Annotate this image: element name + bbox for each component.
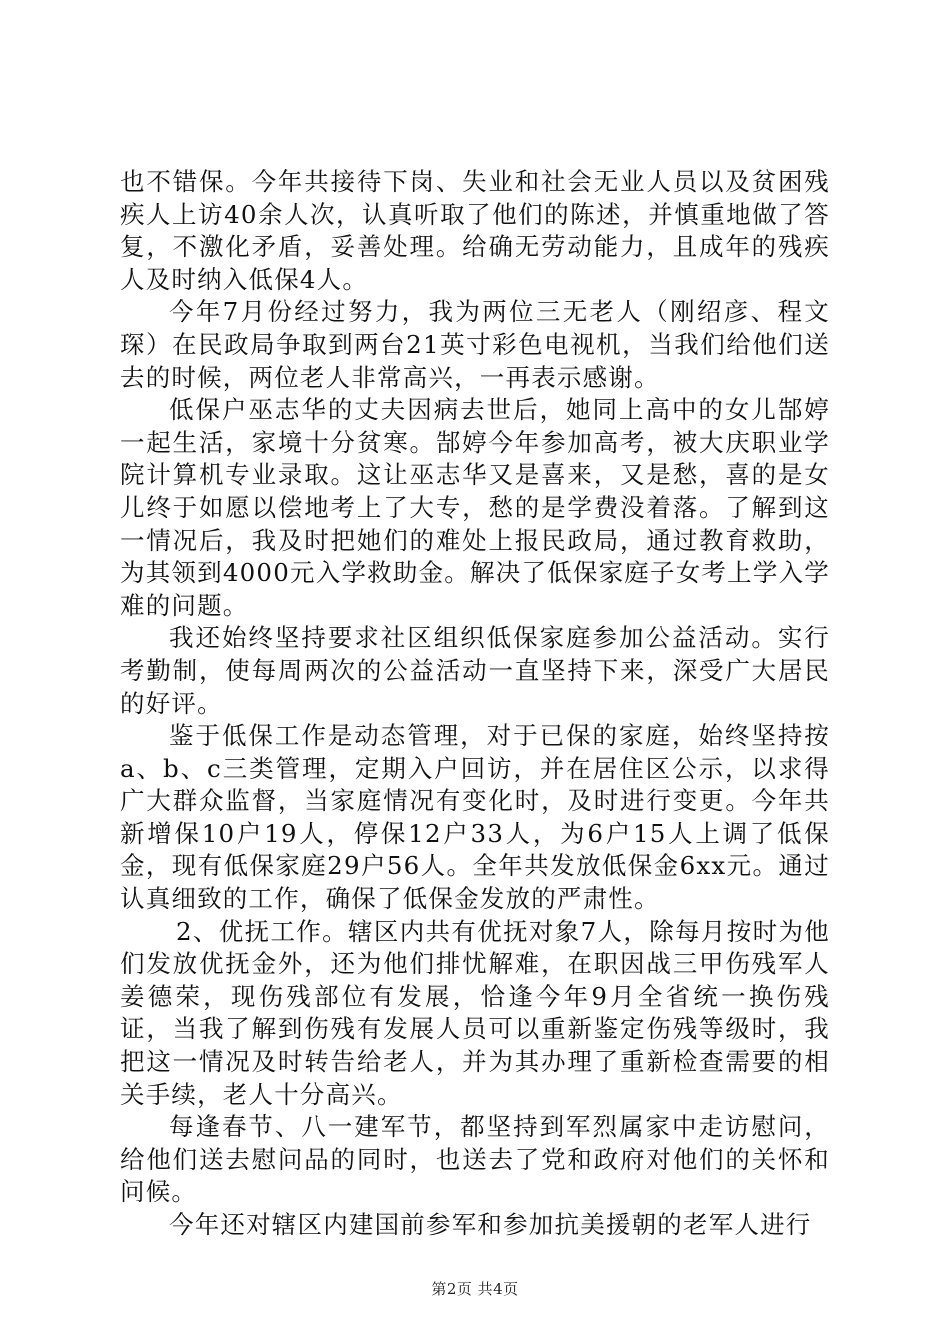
paragraph-7: 每逢春节、八一建军节，都坚持到军烈属家中走访慰问，给他们送去慰问品的同时，也送去了党和政府对他们的关怀和问候。 [120, 1112, 830, 1207]
paragraph-2: 今年7月份经过努力，我为两位三无老人（刚绍彦、程文琛）在民政局争取到两台21英寸彩色电视机，当我们给他们送去的时候，两位老人非常高兴，一再表示感谢。 [120, 297, 830, 392]
paragraph-8: 今年还对辖区内建国前参军和参加抗美援朝的老军人进行 [169, 1210, 812, 1239]
paragraph-3: 低保户巫志华的丈夫因病去世后，她同上高中的女儿郜婷一起生活，家境十分贫寒。郜婷今年参加高考，被大庆职业学院计算机专业录取。这让巫志华又是喜来，又是愁，喜的是女儿终于如愿以偿地考上了大专，愁的是学费没着落。了解到这一情况后，我及时把她们的难处上报民政局，通过教育救助，为其领到4000元入学救助金。解决了低保家庭子女考上学入学难的问题。 [120, 395, 830, 620]
paragraph-1: 也不错保。今年共接待下岗、失业和社会无业人员以及贫困残疾人上访40余人次，认真听取了他们的陈述，并慎重地做了答复，不激化矛盾，妥善处理。给确无劳动能力，且成年的残疾人及时纳入低保4人。 [120, 167, 830, 294]
page-number-footer: 第2页 共4页 [431, 1280, 519, 1298]
document-body [120, 166, 830, 1242]
paragraph-6: 2、优抚工作。辖区内共有优抚对象7人，除每月按时为他们发放优抚金外，还为他们排忧解难，在职因战三甲伤残军人姜德荣，现伤残部位有发展，恰逢今年9月全省统一换伤残证，当我了解到伤残有发展人员可以重新鉴定伤残等级时，我把这一情况及时转告给老人，并为其办理了重新检查需要的相关手续，老人十分高兴。 [120, 916, 830, 1109]
paragraph-4: 我还始终坚持要求社区组织低保家庭参加公益活动。实行考勤制，使每周两次的公益活动一直坚持下来，深受广大居民的好评。 [120, 623, 830, 718]
paragraph-5: 鉴于低保工作是动态管理，对于已保的家庭，始终坚持按a、b、c三类管理，定期入户回访，并在居住区公示，以求得广大群众监督，当家庭情况有变化时，及时进行变更。今年共新增保10户19人，停保12户33人，为6户15人上调了低保金，现有低保家庭29户56人。全年共发放低保金6xx元。通过认真细致的工作，确保了低保金发放的严肃性。 [120, 721, 830, 914]
